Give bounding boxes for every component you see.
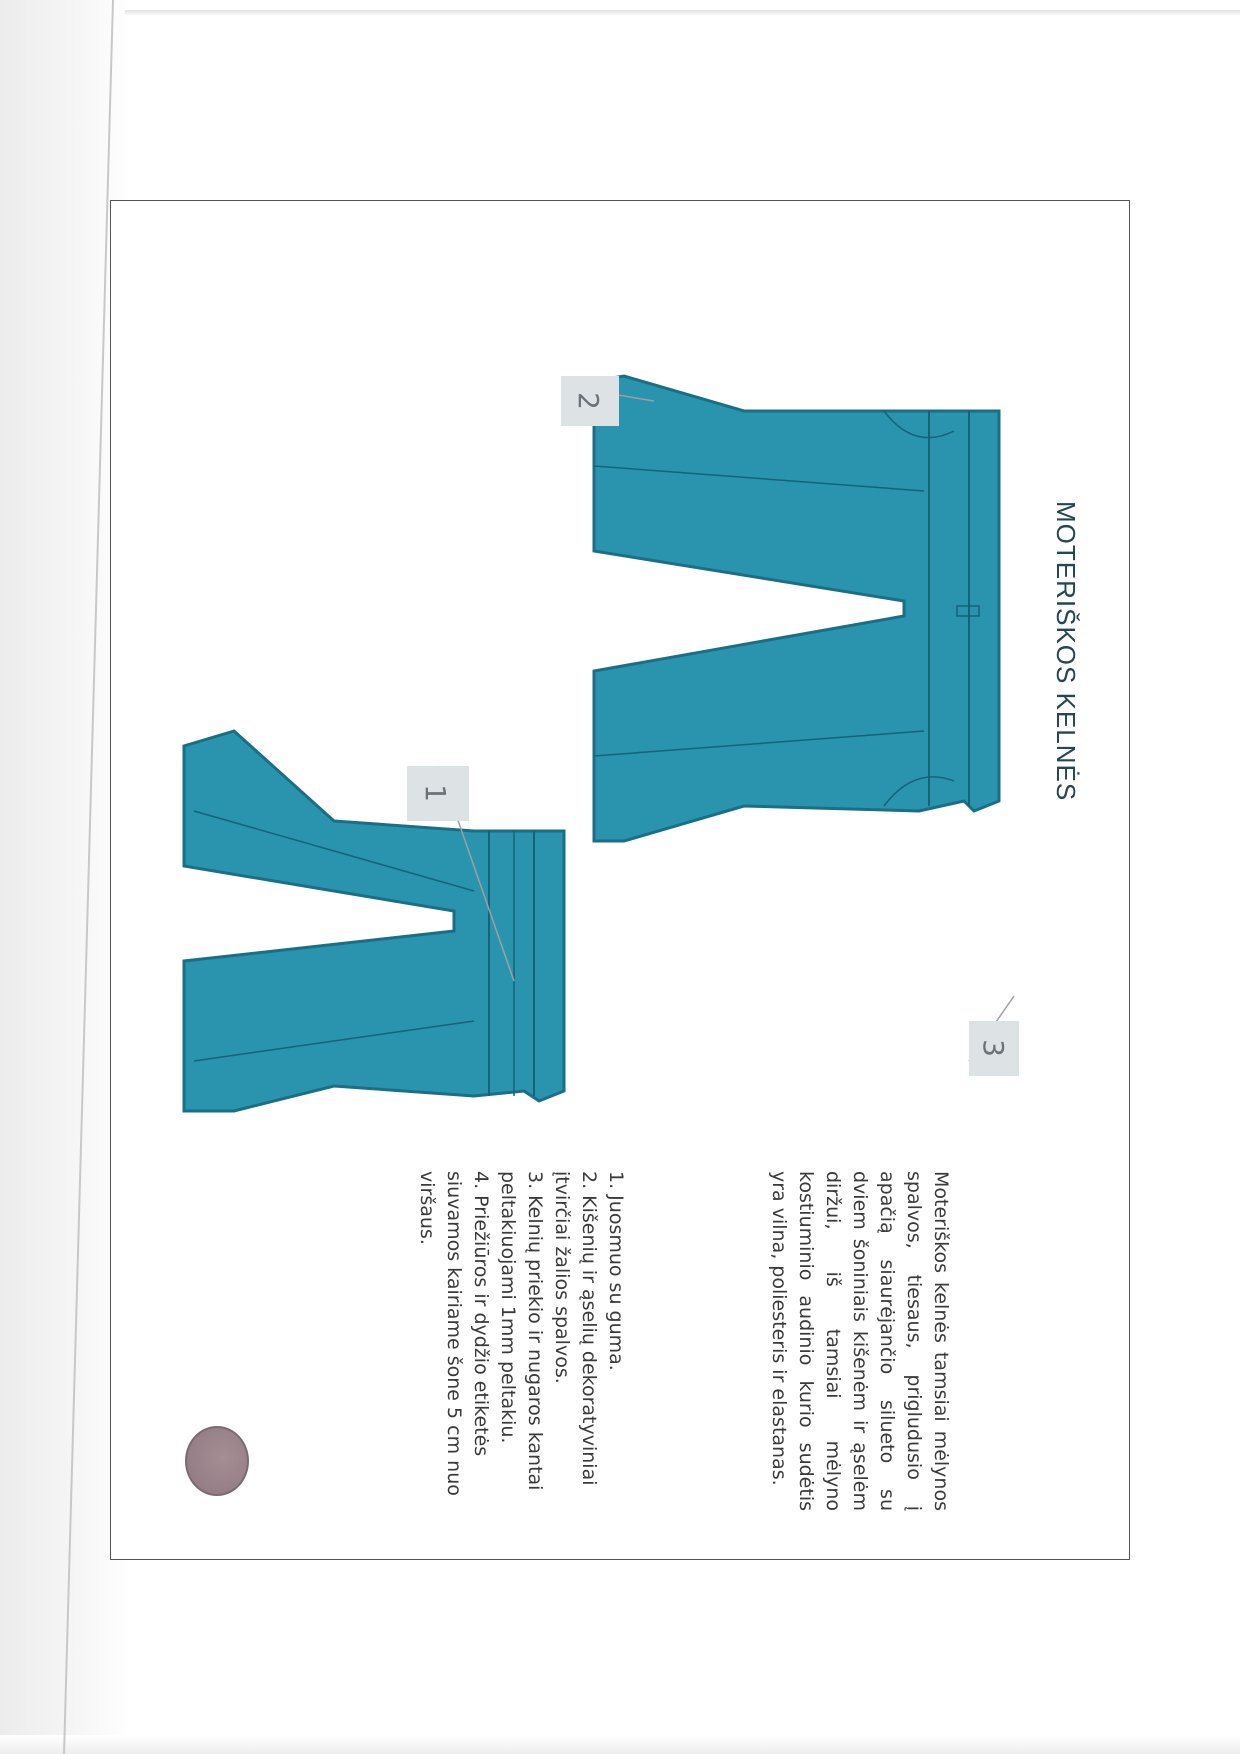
document-page <box>110 200 1130 1560</box>
trousers-back-shape <box>594 376 999 841</box>
note-item: 2. Kišenių ir ąselių dekoratyviniai įtvirčiai žalios spalvos. <box>551 1171 600 1486</box>
trousers-illustration <box>154 371 1034 1151</box>
construction-notes <box>413 1171 629 1511</box>
callout-3 <box>969 1021 1019 1076</box>
callout-1-number: 1 <box>419 784 452 802</box>
page-title: MOTERIŠKOS KELNĖS <box>1051 501 1081 802</box>
scan-shadow-bottom <box>0 1735 1240 1754</box>
callout-3-number: 3 <box>977 1039 1010 1057</box>
note-item: 1. Juosmuo su guma. <box>605 1171 627 1371</box>
garment-description: Moteriškos kelnės tamsiai mėlynos spalvos, tiesaus, prigludusio į apačią siaurėjančio silueto su dviem šoniniais kišenėm ir ąselėm diržui, iš tamsiai mėlyno kostiuminio audinio kurio sudėtis yra vilna, poliesteris ir elastanas. <box>768 1171 952 1511</box>
note-item: 3. Kelnių priekio ir nugaros kantai peltakiuojami 1mm peltakiu. <box>497 1171 546 1491</box>
note-item: 4. Priežiūros ir dydžio etiketės siuvamos kairiame šone 5 cm nuo viršaus. <box>416 1171 492 1496</box>
callout-2-number: 2 <box>572 392 605 410</box>
page-number-badge <box>185 1426 249 1496</box>
callout-2 <box>561 376 619 426</box>
trousers-front-view <box>184 731 564 1111</box>
callout-1 <box>407 766 469 821</box>
trousers-back-view <box>594 376 999 841</box>
scan-shadow-top <box>125 10 1240 16</box>
